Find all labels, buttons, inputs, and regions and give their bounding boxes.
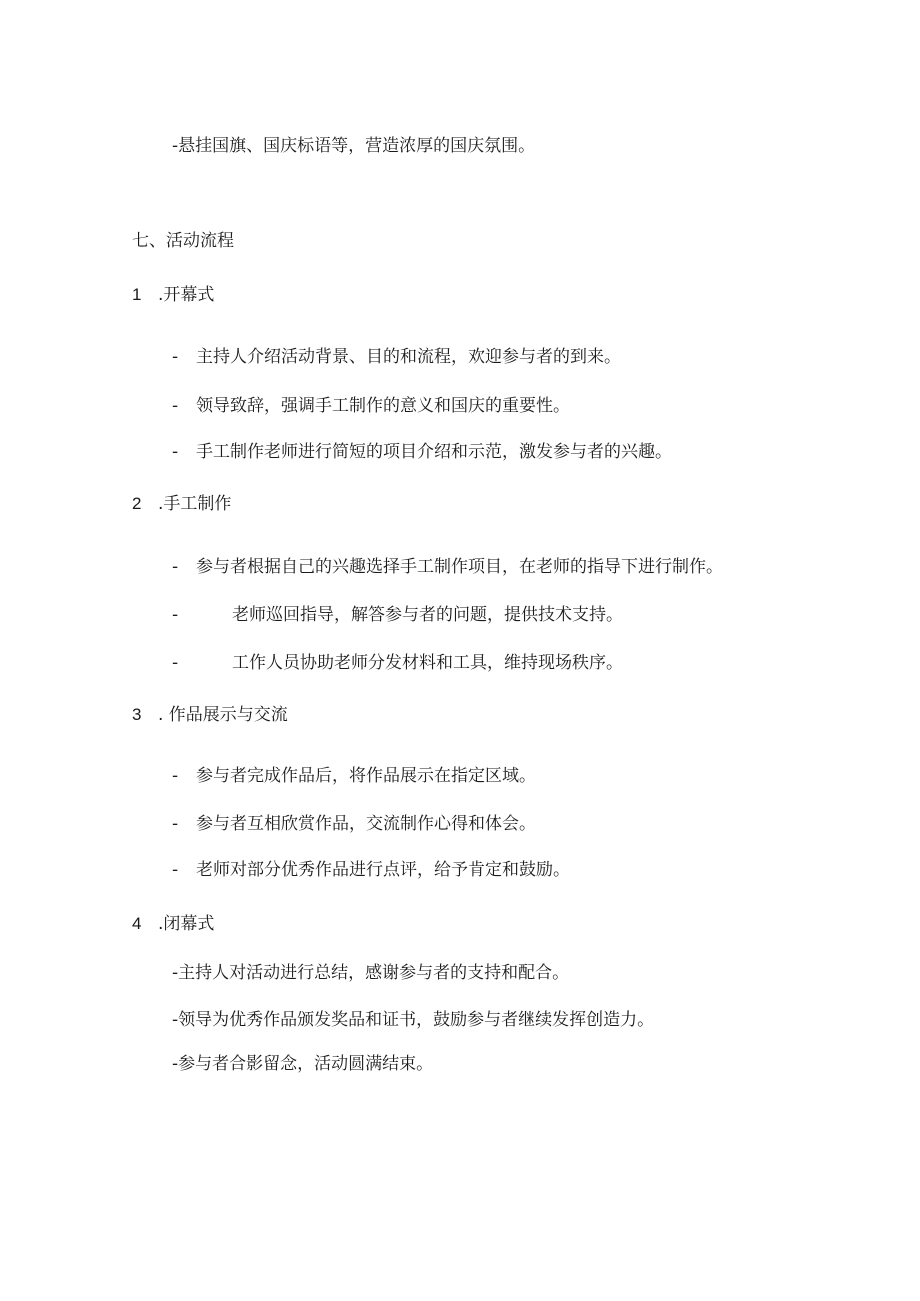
list-item-text: 工作人员协助老师分发材料和工具，维持现场秩序。 [232,653,623,673]
dash-marker: - [172,347,179,367]
step-heading [132,913,214,935]
dash-marker: - [172,442,179,462]
list-item-text: 参与者互相欣赏作品，交流制作心得和体会。 [196,814,536,834]
step-heading [132,284,214,306]
list-item [172,556,723,578]
dash-marker: - [172,557,179,577]
step-title: . 作品展示与交流 [158,705,288,725]
list-item-text: 领导致辞，强调手工制作的意义和国庆的重要性。 [196,396,570,416]
list-item-text: -领导为优秀作品颁发奖品和证书，鼓励参与者继续发挥创造力。 [172,1010,655,1030]
list-item-text: 手工制作老师进行简短的项目介绍和示范，激发参与者的兴趣。 [196,442,672,462]
step-title: .闭幕式 [158,914,215,934]
step-number: 3 [132,705,142,724]
step-heading [132,704,288,726]
bullet-text: -悬挂国旗、国庆标语等，营造浓厚的国庆氛围。 [172,136,536,156]
list-item [172,859,570,881]
step-heading [132,493,231,515]
list-item [172,813,536,835]
list-item [172,441,672,463]
step-number: 2 [132,494,142,513]
dash-marker: - [172,766,179,786]
list-item [172,1009,654,1031]
list-item-text: -参与者合影留念，活动圆满结束。 [172,1054,434,1074]
dash-marker: - [172,653,179,673]
step-number: 1 [132,285,142,304]
step-number: 4 [132,914,142,933]
list-item [172,604,623,626]
step-title: .开幕式 [158,285,215,305]
section-heading-text: 七、活动流程 [132,231,234,251]
list-item-text: 老师对部分优秀作品进行点评，给予肯定和鼓励。 [196,860,570,880]
list-item [172,652,623,674]
list-item [172,765,536,787]
list-item [172,962,569,984]
dash-marker: - [172,605,179,625]
list-item [172,1053,433,1075]
bullet-line [172,135,535,157]
dash-marker: - [172,814,179,834]
list-item-text: 主持人介绍活动背景、目的和流程，欢迎参与者的到来。 [196,347,621,367]
dash-marker: - [172,860,179,880]
list-item-text: 老师巡回指导，解答参与者的问题，提供技术支持。 [232,605,623,625]
step-title: .手工制作 [158,494,232,514]
list-item [172,395,570,417]
section-heading [132,230,234,252]
list-item-text: -主持人对活动进行总结，感谢参与者的支持和配合。 [172,963,570,983]
list-item [172,346,621,368]
list-item-text: 参与者完成作品后，将作品展示在指定区域。 [196,766,536,786]
list-item-text: 参与者根据自己的兴趣选择手工制作项目，在老师的指导下进行制作。 [196,557,723,577]
dash-marker: - [172,396,179,416]
